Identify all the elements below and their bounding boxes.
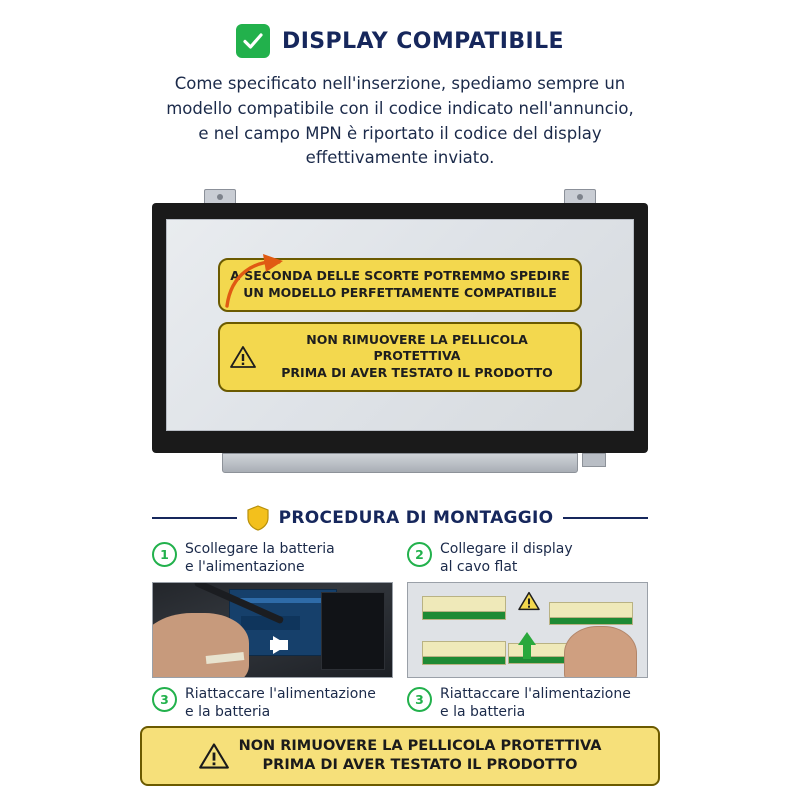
procedure-column-right bbox=[407, 541, 648, 727]
warning-triangle-icon bbox=[518, 591, 540, 611]
warning-triangle-icon bbox=[199, 742, 229, 770]
battery-graphic bbox=[321, 592, 385, 669]
content-column bbox=[140, 0, 660, 800]
step-3-left-number: 3 bbox=[152, 687, 177, 712]
warning-triangle-icon bbox=[230, 345, 256, 369]
page-title: DISPLAY COMPATIBILE bbox=[282, 28, 564, 54]
laptop-display-panel bbox=[152, 203, 648, 453]
green-check-icon bbox=[236, 24, 270, 58]
film-warning-line-2: PRIMA DI AVER TESTATO IL PRODOTTO bbox=[281, 365, 553, 381]
display-screen-surface bbox=[166, 219, 634, 431]
intro-line-3: e nel campo MPN è riportato il codice del display bbox=[198, 123, 602, 143]
intro-paragraph bbox=[152, 72, 648, 171]
step-3-left-line-2: e la batteria bbox=[185, 703, 271, 720]
step-2-text bbox=[440, 541, 573, 576]
intro-line-1: Come specificato nell'inserzione, spediamo sempre un bbox=[174, 74, 626, 93]
laptop-internals-photo bbox=[152, 582, 393, 678]
display-bottom-bezel bbox=[222, 453, 578, 473]
procedure-title: PROCEDURA DI MONTAGGIO bbox=[278, 508, 554, 528]
bottom-warning-text bbox=[239, 737, 602, 775]
thumb-graphic bbox=[564, 626, 638, 678]
step-3-right bbox=[407, 686, 648, 721]
display-connector-tab bbox=[582, 453, 606, 467]
bottom-warning-line-1: NON RIMUOVERE LA PELLICOLA PROTETTIVA bbox=[238, 738, 602, 755]
step-3-right-text bbox=[440, 686, 631, 721]
step-2-line-2: al cavo flat bbox=[440, 558, 518, 575]
green-up-arrow-icon bbox=[518, 632, 536, 645]
step-1-line-1: Scollegare la batteria bbox=[185, 541, 335, 557]
step-2 bbox=[407, 541, 648, 576]
orange-arrow-icon bbox=[221, 250, 291, 310]
film-warning-callout bbox=[218, 322, 581, 393]
step-2-line-1: Collegare il display bbox=[440, 541, 573, 557]
procedure-heading bbox=[152, 505, 648, 531]
film-warning-line-1: NON RIMUOVERE LA PELLICOLA PROTETTIVA bbox=[306, 331, 528, 364]
connector-strip-top-right bbox=[549, 617, 632, 626]
step-3-right-number: 3 bbox=[407, 687, 432, 712]
compatibility-callout-line-2: UN MODELLO PERFETTAMENTE COMPATIBILE bbox=[243, 284, 557, 300]
bottom-warning-banner bbox=[140, 726, 660, 786]
procedure-column-left bbox=[152, 541, 393, 727]
intro-line-4: effettivamente inviato. bbox=[305, 148, 495, 168]
bottom-warning-line-2: PRIMA DI AVER TESTATO IL PRODOTTO bbox=[262, 757, 578, 774]
right-margin bbox=[660, 0, 800, 800]
hand-graphic bbox=[152, 613, 249, 678]
shield-icon bbox=[247, 505, 269, 531]
heading-rule-right bbox=[563, 517, 648, 519]
intro-line-2: modello compatibile con il codice indicato nell'annuncio, bbox=[166, 98, 634, 118]
header bbox=[140, 24, 660, 58]
connector-strip-bottom-left bbox=[422, 656, 505, 665]
compatibility-callout-line-1: A SECONDA DELLE SCORTE POTREMMO SPEDIRE bbox=[230, 267, 570, 283]
step-3-left-text bbox=[185, 686, 376, 721]
step-3-left bbox=[152, 686, 393, 721]
display-illustration bbox=[152, 189, 648, 489]
connector-strip-top-left bbox=[422, 611, 505, 620]
step-2-number: 2 bbox=[407, 542, 432, 567]
step-1-text bbox=[185, 541, 335, 576]
left-margin bbox=[0, 0, 140, 800]
procedure-steps bbox=[152, 541, 648, 727]
step-1-number: 1 bbox=[152, 542, 177, 567]
step-1-line-2: e l'alimentazione bbox=[185, 558, 305, 575]
step-3-right-line-2: e la batteria bbox=[440, 703, 526, 720]
heading-rule-left bbox=[152, 517, 237, 519]
step-3-right-line-1: Riattaccare l'alimentazione bbox=[440, 686, 631, 702]
step-3-left-line-1: Riattaccare l'alimentazione bbox=[185, 686, 376, 702]
flat-cable-connector-photo bbox=[407, 582, 648, 678]
step-1 bbox=[152, 541, 393, 576]
white-arrow-icon bbox=[273, 636, 288, 654]
